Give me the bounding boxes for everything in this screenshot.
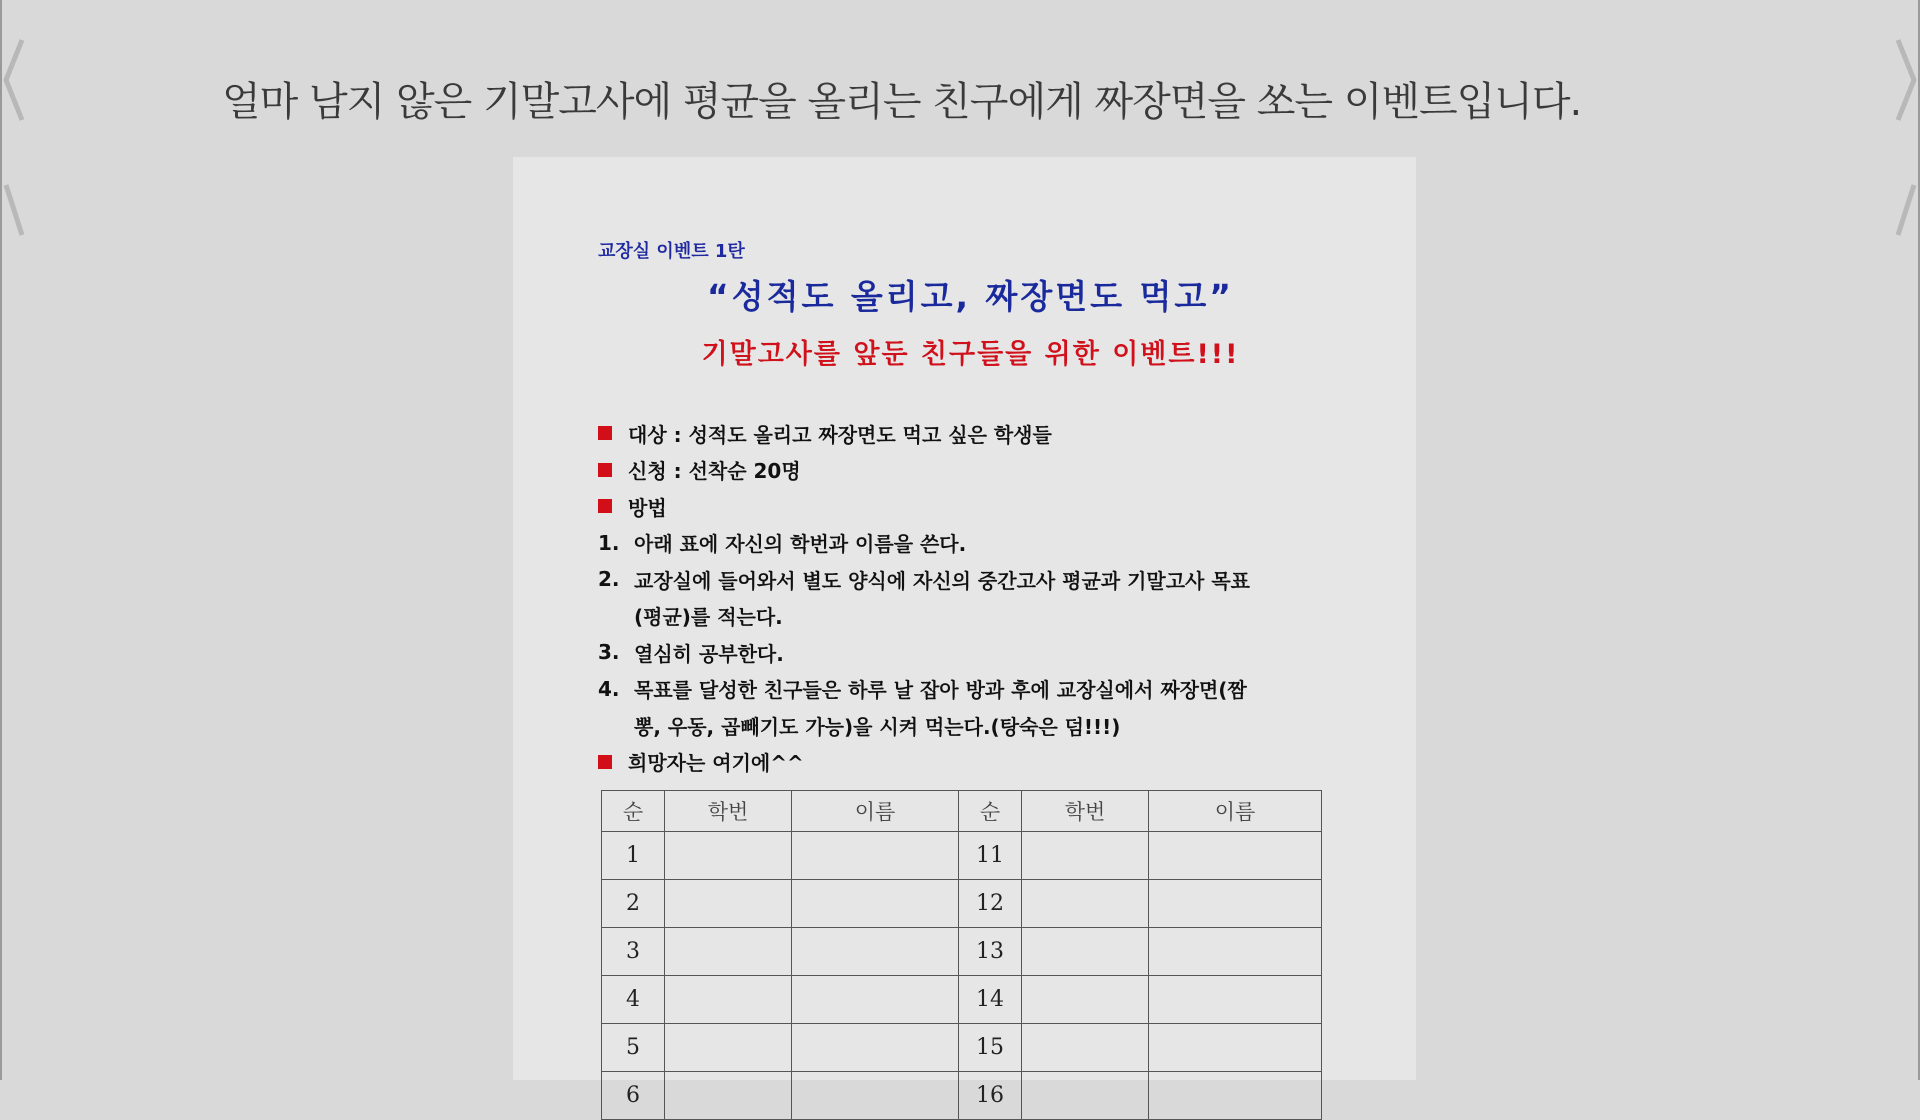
poster-headline: “성적도 올리고, 짜장면도 먹고” [707, 277, 1234, 316]
table-row [602, 1024, 1322, 1072]
table-row [602, 1072, 1322, 1120]
square-bullet-icon [598, 499, 612, 513]
table-row [602, 880, 1322, 928]
order-cell: 11 [959, 832, 1022, 880]
step-text: 열심히 공부한다. [634, 641, 784, 666]
name-cell[interactable] [1149, 1072, 1322, 1120]
student-id-cell[interactable] [665, 928, 792, 976]
step-3 [598, 634, 1343, 671]
order-cell: 6 [602, 1072, 665, 1120]
order-cell: 4 [602, 976, 665, 1024]
chevron-right-icon [1890, 40, 1918, 240]
header-order: 순 [602, 791, 665, 832]
header-student-id: 학번 [1022, 791, 1149, 832]
step-text: 아래 표에 자신의 학번과 이름을 쓴다. [634, 532, 967, 557]
student-id-cell[interactable] [1022, 928, 1149, 976]
order-cell: 14 [959, 976, 1022, 1024]
slide-caption: 얼마 남지 않은 기말고사에 평균을 올리는 친구에게 짜장면을 쏘는 이벤트입니다. [222, 79, 1582, 125]
order-cell: 15 [959, 1024, 1022, 1072]
order-cell: 12 [959, 880, 1022, 928]
step-number: 1. [598, 530, 620, 555]
header-student-id: 학번 [665, 791, 792, 832]
square-bullet-icon [598, 426, 612, 440]
method-title: 방법 [628, 495, 667, 520]
signup-table [601, 790, 1322, 1120]
table-row [602, 928, 1322, 976]
step-4-continued: 뽕, 우동, 곱빼기도 가능)을 시켜 먹는다.(탕숙은 덤!!!) [634, 714, 1121, 739]
previous-slide-button[interactable] [2, 40, 30, 240]
info-method [598, 488, 1343, 525]
step-4 [598, 671, 1343, 708]
order-cell: 3 [602, 928, 665, 976]
square-bullet-icon [598, 755, 612, 769]
name-cell[interactable] [1149, 880, 1322, 928]
name-cell[interactable] [792, 1024, 959, 1072]
step-text: 목표를 달성한 친구들은 하루 날 잡아 방과 후에 교장실에서 짜장면(짬 [634, 678, 1247, 703]
square-bullet-icon [598, 463, 612, 477]
applicants-title: 희망자는 여기에^^ [628, 751, 804, 776]
table-row [602, 832, 1322, 880]
poster-subhead: 기말고사를 앞둔 친구들을 위한 이벤트!!! [701, 339, 1240, 370]
poster-content [598, 237, 1343, 1120]
step-number: 4. [598, 676, 620, 701]
student-id-cell[interactable] [1022, 1072, 1149, 1120]
step-text: 교장실에 들어와서 별도 양식에 자신의 중간고사 평균과 기말고사 목표 [634, 568, 1250, 593]
name-cell[interactable] [792, 976, 959, 1024]
step-number: 2. [598, 567, 620, 592]
order-cell: 1 [602, 832, 665, 880]
student-id-cell[interactable] [1022, 1024, 1149, 1072]
student-id-cell[interactable] [665, 832, 792, 880]
info-target [598, 415, 1343, 452]
order-cell: 16 [959, 1072, 1022, 1120]
student-id-cell[interactable] [665, 976, 792, 1024]
order-cell: 5 [602, 1024, 665, 1072]
name-cell[interactable] [1149, 832, 1322, 880]
step-2 [598, 561, 1343, 598]
name-cell[interactable] [1149, 928, 1322, 976]
student-id-cell[interactable] [1022, 976, 1149, 1024]
order-cell: 13 [959, 928, 1022, 976]
header-name: 이름 [1149, 791, 1322, 832]
student-id-cell[interactable] [1022, 832, 1149, 880]
event-info [598, 415, 1343, 780]
name-cell[interactable] [792, 1072, 959, 1120]
chevron-left-icon [2, 40, 30, 240]
name-cell[interactable] [1149, 976, 1322, 1024]
name-cell[interactable] [1149, 1024, 1322, 1072]
method-steps [598, 525, 1343, 744]
event-poster [513, 157, 1416, 1108]
header-name: 이름 [792, 791, 959, 832]
info-applicants [598, 744, 1343, 781]
apply-text: 신청 : 선착순 20명 [628, 459, 801, 484]
step-number: 3. [598, 640, 620, 665]
student-id-cell[interactable] [665, 1024, 792, 1072]
name-cell[interactable] [792, 832, 959, 880]
student-id-cell[interactable] [665, 880, 792, 928]
student-id-cell[interactable] [665, 1072, 792, 1120]
next-slide-button[interactable] [1890, 40, 1918, 240]
table-row [602, 976, 1322, 1024]
order-cell: 2 [602, 880, 665, 928]
student-id-cell[interactable] [1022, 880, 1149, 928]
table-header-row [602, 791, 1322, 832]
header-order: 순 [959, 791, 1022, 832]
name-cell[interactable] [792, 880, 959, 928]
event-tag: 교장실 이벤트 1탄 [598, 241, 745, 262]
info-apply [598, 452, 1343, 489]
step-2-continued: (평균)를 적는다. [634, 605, 783, 630]
name-cell[interactable] [792, 928, 959, 976]
target-text: 대상 : 성적도 올리고 짜장면도 먹고 싶은 학생들 [628, 422, 1052, 447]
step-1 [598, 525, 1343, 562]
